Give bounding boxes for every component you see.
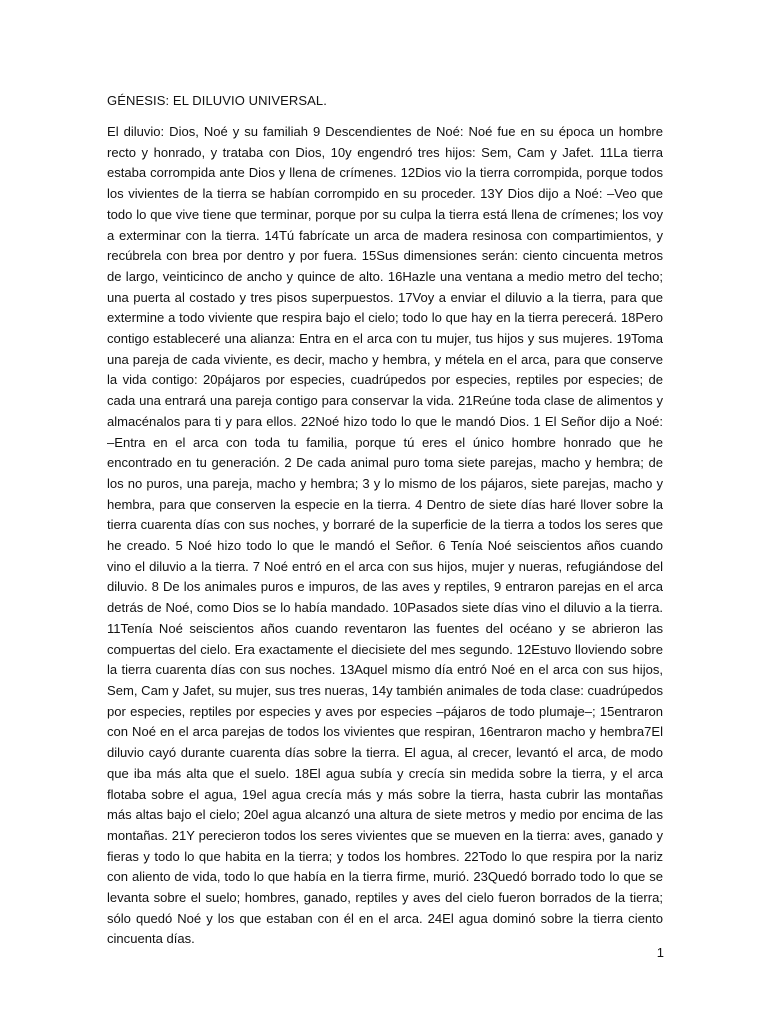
page-number: 1 [656, 945, 664, 960]
document-body-paragraph: El diluvio: Dios, Noé y su familiah 9 Descendientes de Noé: Noé fue en su época un hombre recto y honrado, y trataba con Dios, 10y engendró tres hijos: Sem, Cam y Jafet. 11La tierra estaba corrompida ante Dios y llena de crímenes. 12Dios vio la tierra corrompida, porque todos los vivientes de la tierra se habían corrompido en su proceder. 13Y Dios dijo a Noé: –Veo que todo lo que vive tiene que terminar, porque por su culpa la tierra está llena de crímenes; los voy a exterminar con la tierra. 14Tú fabrícate un arca de madera resinosa con compartimientos, y recúbrela con brea por dentro y por fuera. 15Sus dimensiones serán: ciento cincuenta metros de largo, veinticinco de ancho y quince de alto. 16Hazle una ventana a medio metro del techo; una puerta al costado y tres pisos superpuestos. 17Voy a enviar el diluvio a la tierra, para que extermine a todo viviente que respira bajo el cielo; todo lo que hay en la tierra perecerá. 18Pero contigo estableceré una alianza: Entra en el arca con tu mujer, tus hijos y sus mujeres. 19Toma una pareja de cada viviente, es decir, macho y hembra, y métela en el arca, para que conserve la vida contigo: 20pájaros por especies, cuadrúpedos por especies, reptiles por especies; de cada una entrará una pareja contigo para conservar la vida. 21Reúne toda clase de alimentos y almacénalos para ti y para ellos. 22Noé hizo todo lo que le mandó Dios. 1 El Señor dijo a Noé: –Entra en el arca con toda tu familia, porque tú eres el único hombre honrado que he encontrado en tu generación. 2 De cada animal puro toma siete parejas, macho y hembra; de los no puros, una pareja, macho y hembra; 3 y lo mismo de los pájaros, siete parejas, macho y hembra, para que conserven la especie en la tierra. 4 Dentro de siete días haré llover sobre la tierra cuarenta días con sus noches, y borraré de la superficie de la tierra a todos los seres que he creado. 5 Noé hizo todo lo que le mandó el Señor. 6 Tenía Noé seiscientos años cuando vino el diluvio a la tierra. 7 Noé entró en el arca con sus hijos, mujer y nueras, refugiándose del diluvio. 8 De los animales puros e impuros, de las aves y reptiles, 9 entraron parejas en el arca detrás de Noé, como Dios se lo había mandado. 10Pasados siete días vino el diluvio a la tierra. 11Tenía Noé seiscientos años cuando reventaron las fuentes del océano y se abrieron las compuertas del cielo. Era exactamente el diecisiete del mes segundo. 12Estuvo lloviendo sobre la tierra cuarenta días con sus noches. 13Aquel mismo día entró Noé en el arca con sus hijos, Sem, Cam y Jafet, su mujer, sus tres nueras, 14y también animales de toda clase: cuadrúpedos por especies, reptiles por especies y aves por especies –pájaros de todo plumaje–; 15entraron con Noé en el arca parejas de todos los vivientes que respiran, 16entraron macho y hembra7El diluvio cayó durante cuarenta días sobre la tierra. El agua, al crecer, levantó el arca, de modo que iba más alta que el suelo. 18El agua subía y crecía sin medida sobre la tierra, y el arca flotaba sobre el agua, 19el agua crecía más y más sobre la tierra, hasta cubrir las montañas más altas bajo el cielo; 20el agua alcanzó una altura de siete metros y medio por encima de las montañas. 21Y perecieron todos los seres vivientes que se mueven en la tierra: aves, ganado y fieras y todo lo que habita en la tierra; y todos los hombres. 22Todo lo que respira por la nariz con aliento de vida, todo lo que había en la tierra firme, murió. 23Quedó borrado todo lo que se levanta sobre el suelo; hombres, ganado, reptiles y aves del cielo fueron borrados de la tierra; sólo quedó Noé y los que estaban con él en el arca. 24El agua dominó sobre la tierra ciento cincuenta días. [107, 124, 663, 947]
document-title: GÉNESIS: EL DILUVIO UNIVERSAL. [107, 93, 327, 108]
